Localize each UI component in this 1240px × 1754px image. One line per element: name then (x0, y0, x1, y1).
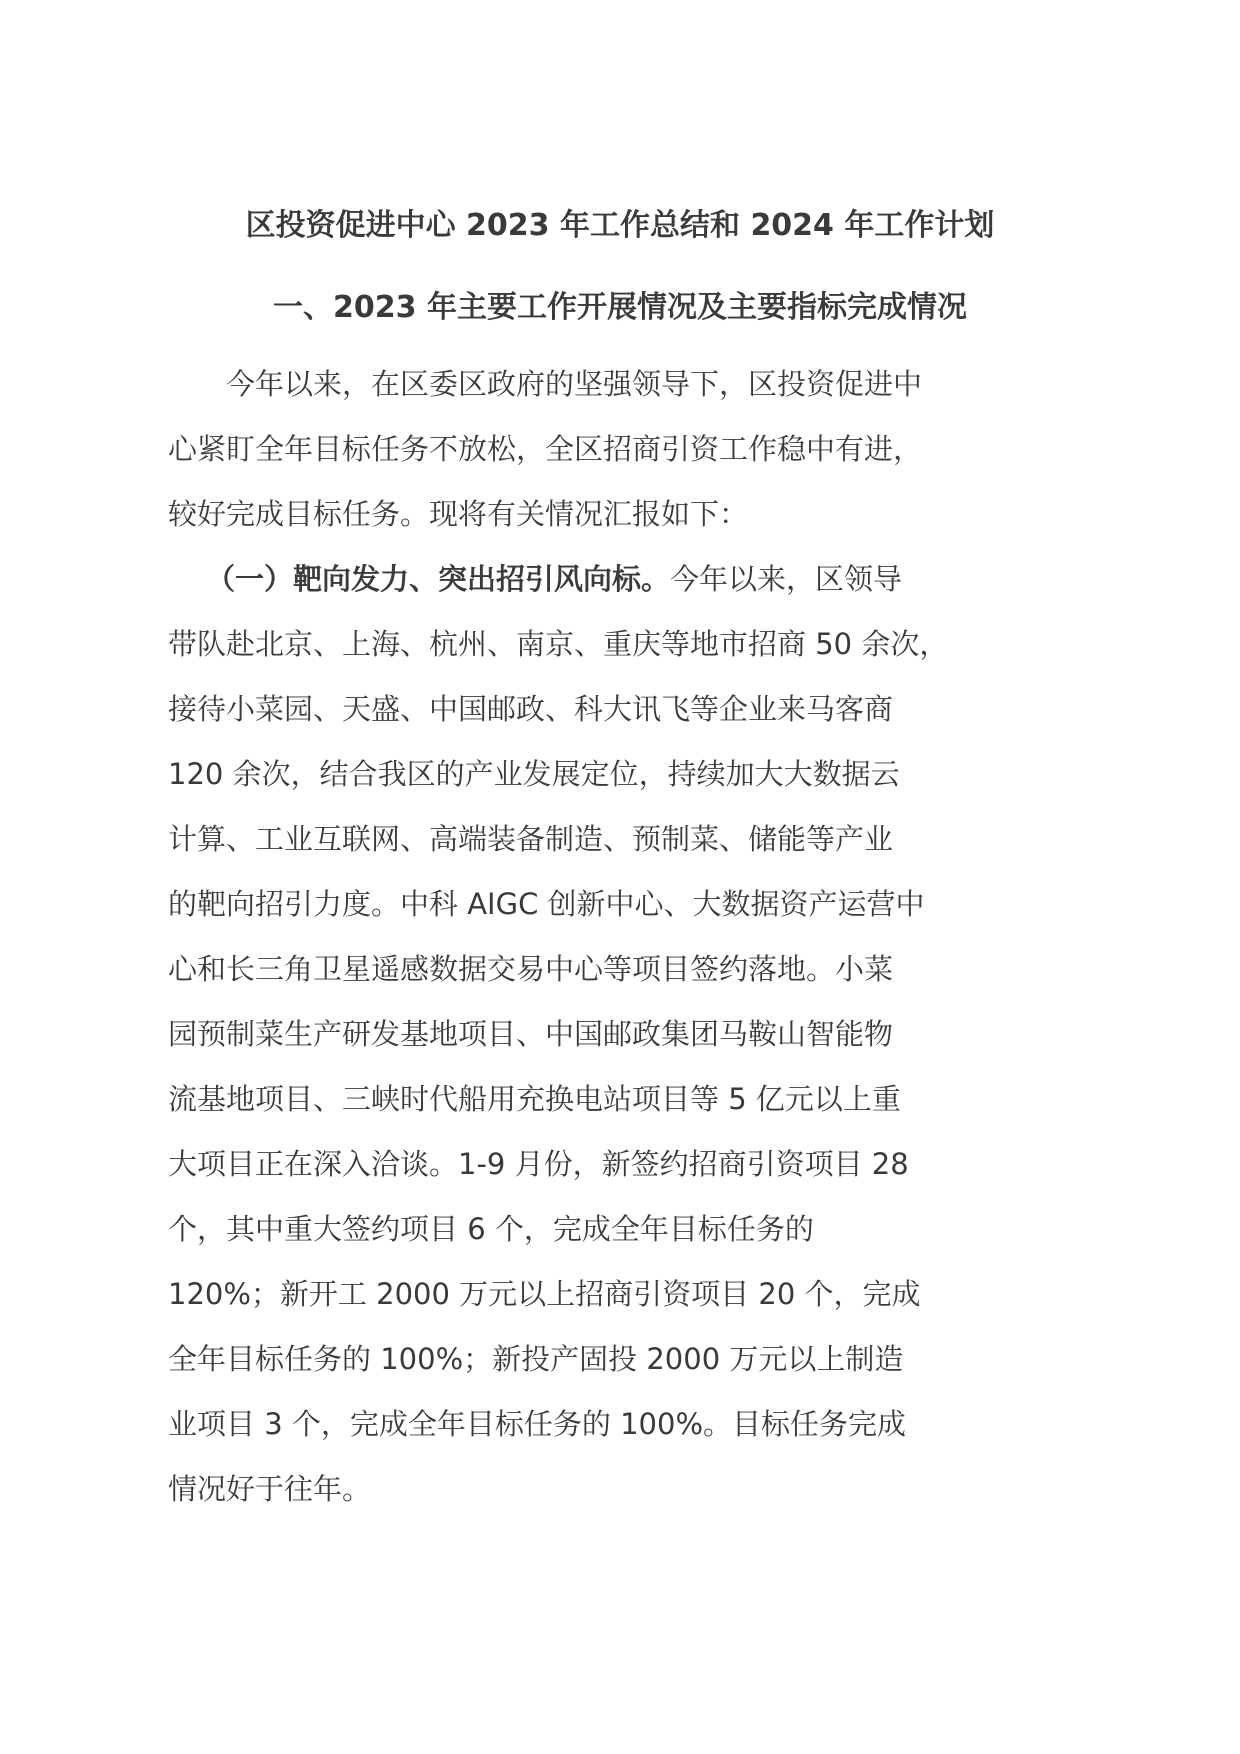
paragraph-line: 120%；新开工 2000 万元以上招商引资项目 20 个，完成 (168, 1277, 921, 1311)
paragraph-line: 情况好于往年。 (168, 1472, 372, 1506)
paragraph-line: 计算、工业互联网、高端装备制造、预制菜、储能等产业 (168, 822, 894, 856)
paragraph-line: 心和长三角卫星遥感数据交易中心等项目签约落地。小菜 (168, 952, 894, 986)
paragraph-line: 今年以来，在区委区政府的坚强领导下，区投资促进中 (226, 367, 923, 401)
paragraph-line: 较好完成目标任务。现将有关情况汇报如下： (168, 497, 749, 531)
paragraph-line: 带队赴北京、上海、杭州、南京、重庆等地市招商 50 余次， (168, 627, 949, 661)
paragraph-line: 园预制菜生产研发基地项目、中国邮政集团马鞍山智能物 (168, 1017, 894, 1051)
paragraph-line: 个，其中重大签约项目 6 个，完成全年目标任务的 (168, 1212, 814, 1246)
section-heading: 一、2023 年主要工作开展情况及主要指标完成情况 (273, 290, 967, 325)
subsection-heading: （一）靶向发力、突出招引风向标。 (206, 562, 671, 596)
paragraph-line: 心紧盯全年目标任务不放松，全区招商引资工作稳中有进， (168, 432, 923, 466)
paragraph-line: 流基地项目、三峡时代船用充换电站项目等 5 亿元以上重 (168, 1082, 901, 1116)
document-body (168, 352, 1068, 1522)
paragraph-line: 业项目 3 个，完成全年目标任务的 100%。目标任务完成 (168, 1407, 907, 1441)
document-title: 区投资促进中心 2023 年工作总结和 2024 年工作计划 (245, 208, 995, 243)
paragraph-line: 全年目标任务的 100%；新投产固投 2000 万元以上制造 (168, 1342, 904, 1376)
paragraph-line: 的靶向招引力度。中科 AIGC 创新中心、大数据资产运营中 (168, 887, 925, 921)
paragraph-line: 120 余次，结合我区的产业发展定位，持续加大大数据云 (168, 757, 900, 791)
paragraph-text: 今年以来，区领导 (670, 562, 903, 596)
paragraph-line: 接待小菜园、天盛、中国邮政、科大讯飞等企业来马客商 (168, 692, 894, 726)
paragraph-line: 大项目正在深入洽谈。1-9 月份，新签约招商引资项目 28 (168, 1147, 909, 1181)
paragraph-first-line (168, 547, 1068, 612)
